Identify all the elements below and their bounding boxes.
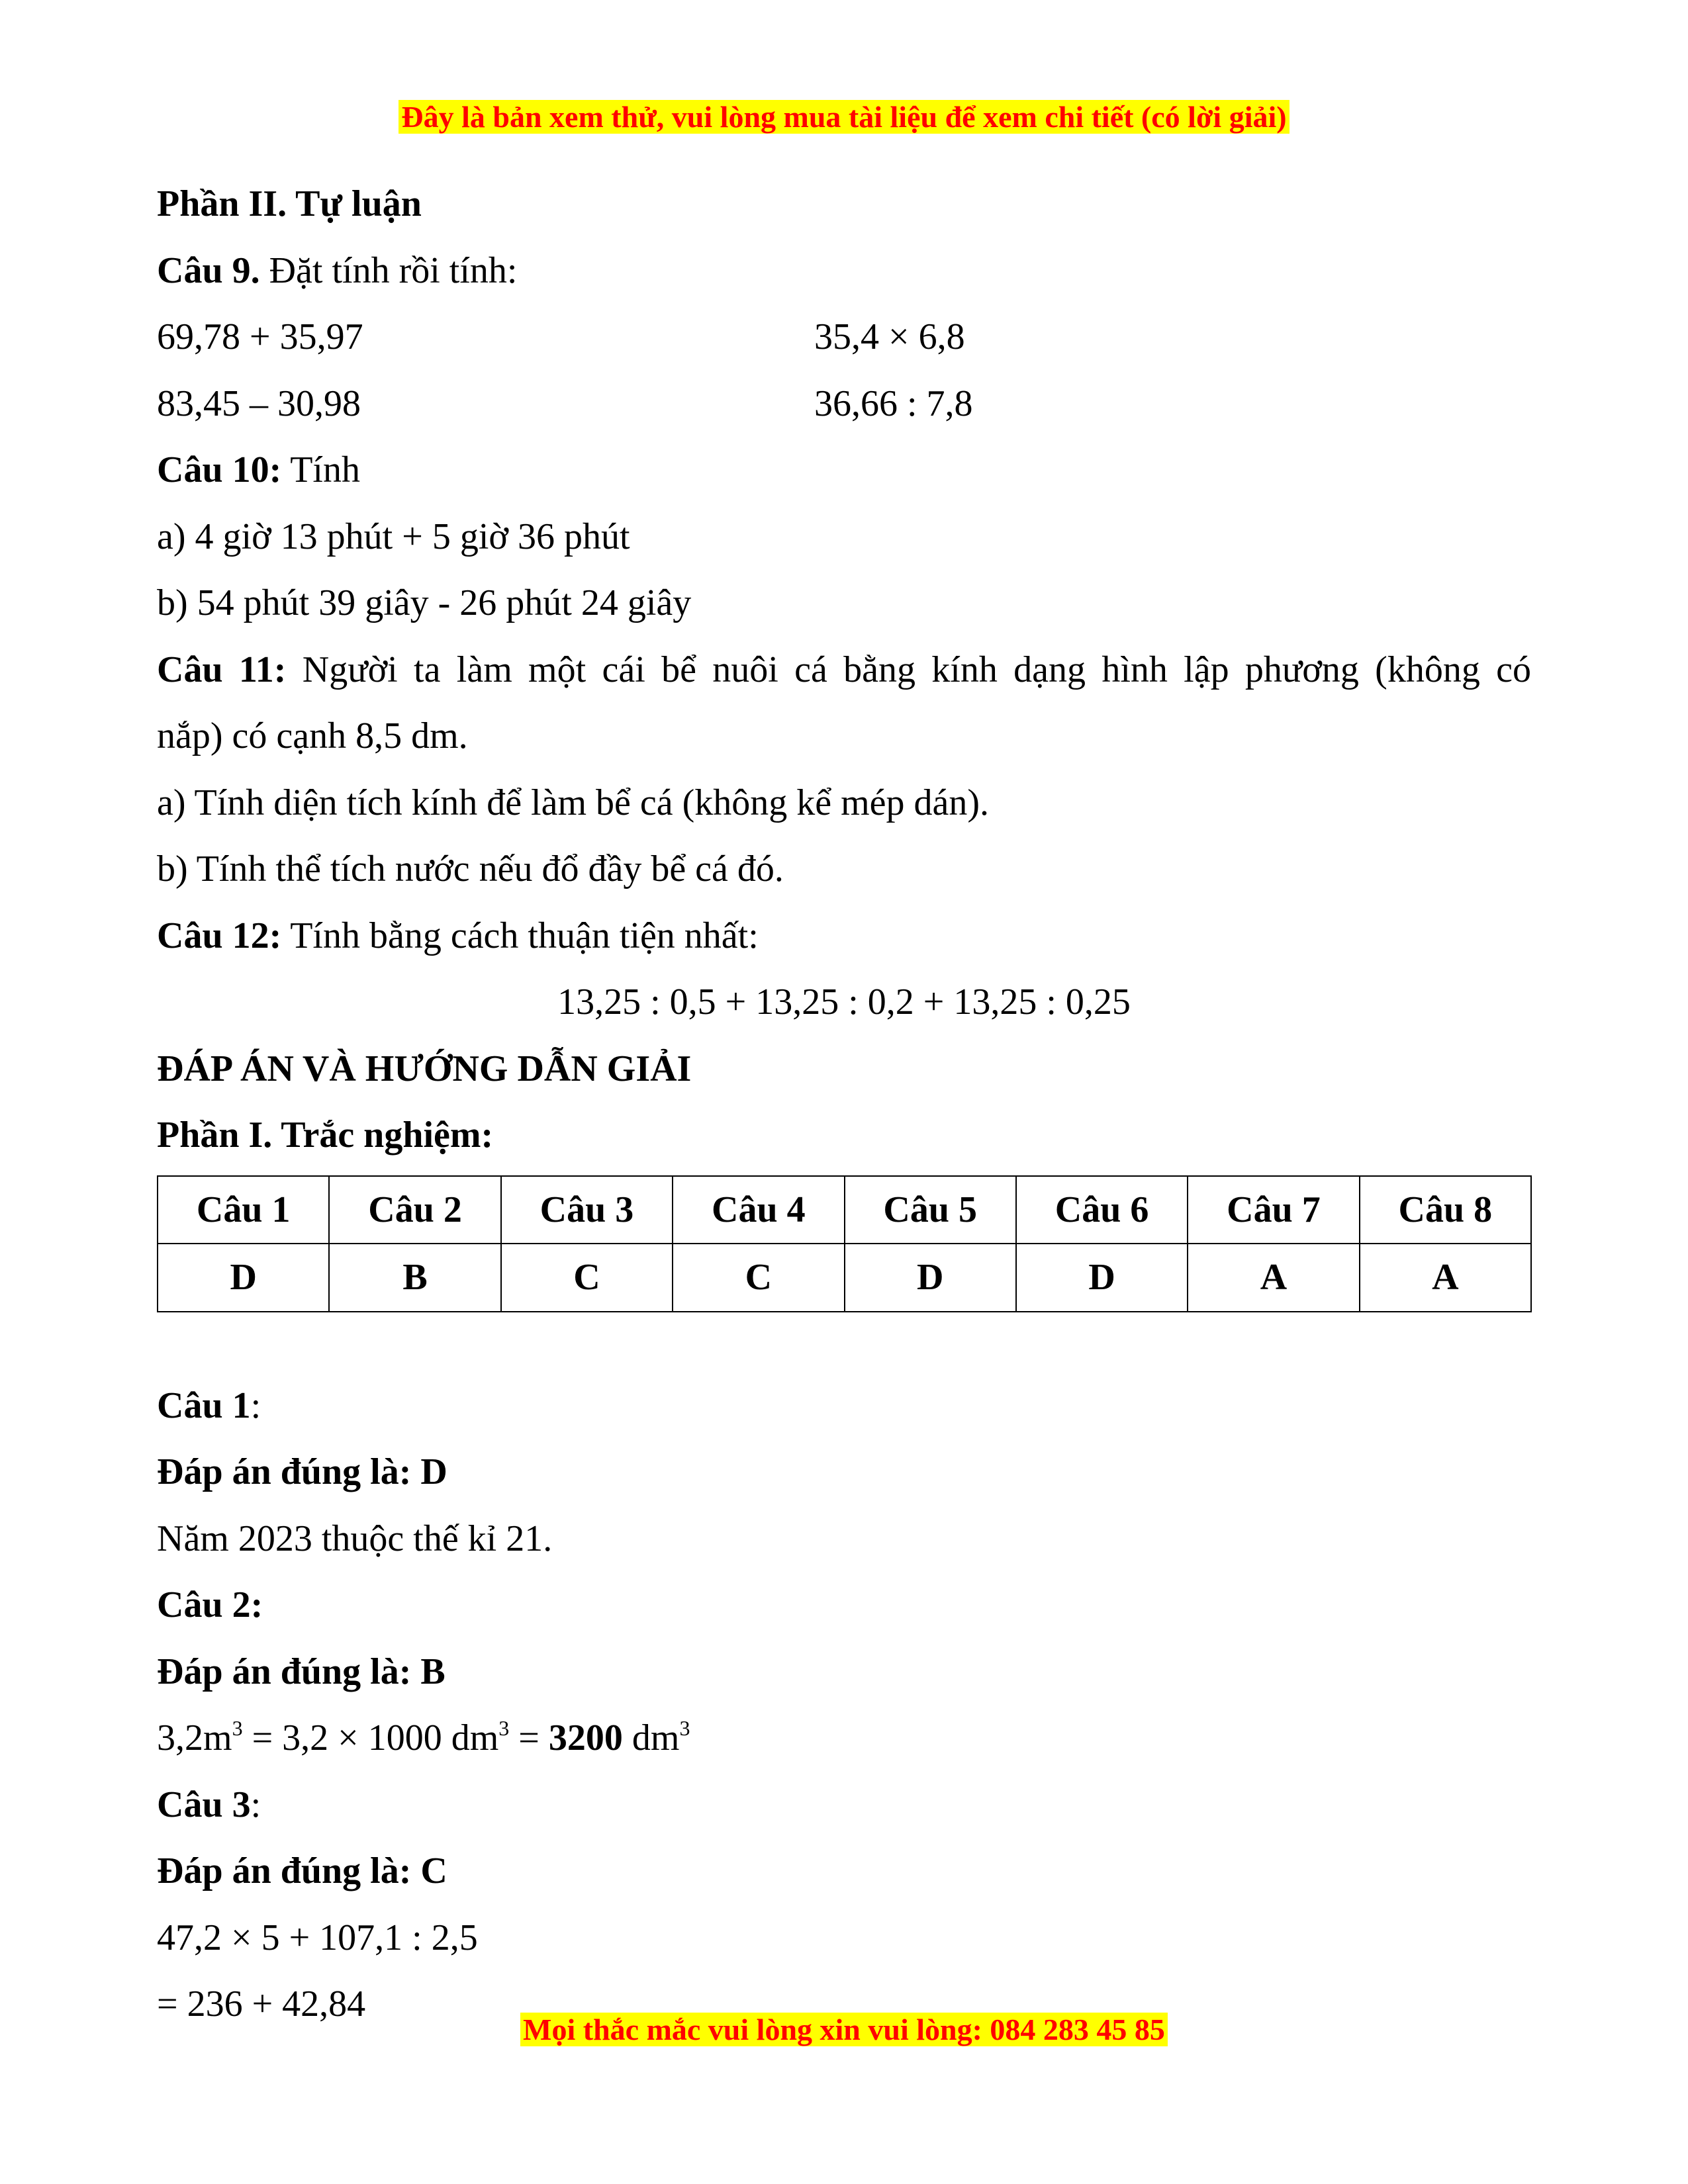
c2-answer: Đáp án đúng là: B <box>157 1651 445 1692</box>
document-content <box>157 171 1531 2038</box>
q11-text: Người ta làm một cái bể nuôi cá bằng kính dạng hình lập phương (không có <box>286 649 1531 690</box>
q11-b: b) Tính thể tích nước nếu đổ đầy bể cá đó. <box>157 848 784 889</box>
c1-answer: Đáp án đúng là: D <box>157 1451 447 1492</box>
q11-label: Câu 11: <box>157 649 287 690</box>
q11-a: a) Tính diện tích kính để làm bể cá (không kể mép dán). <box>157 782 990 823</box>
q10-heading <box>157 437 1531 504</box>
q11-line2: nắp) có cạnh 8,5 dm. <box>157 715 468 756</box>
answer-table-header: Câu 2 <box>329 1176 500 1244</box>
c2-expression <box>157 1705 1531 1772</box>
c2-expr-c: = <box>509 1717 549 1758</box>
c2-expr-d: dm <box>622 1717 680 1758</box>
q12-label: Câu 12: <box>157 915 282 956</box>
answers-title: ĐÁP ÁN VÀ HƯỚNG DẪN GIẢI <box>157 1048 692 1089</box>
q10-b: b) 54 phút 39 giây - 26 phút 24 giây <box>157 582 692 623</box>
answer-table-header: Câu 4 <box>673 1176 844 1244</box>
c2-expr-a: 3,2m <box>157 1717 232 1758</box>
c3-line1: 47,2 × 5 + 107,1 : 2,5 <box>157 1917 478 1958</box>
q12-expression: 13,25 : 0,5 + 13,25 : 0,2 + 13,25 : 0,25 <box>557 981 1131 1023</box>
answer-table-cell: C <box>673 1244 844 1312</box>
c1-colon: : <box>250 1385 261 1426</box>
answer-table-header: Câu 5 <box>845 1176 1016 1244</box>
c3-answer: Đáp án đúng là: C <box>157 1850 447 1891</box>
c3-line2: = 236 + 42,84 <box>157 1983 366 2025</box>
answer-table-cell: A <box>1360 1244 1531 1312</box>
preview-banner <box>0 99 1688 134</box>
part2-title: Phần II. Tự luận <box>157 183 422 224</box>
answer-table-header: Câu 1 <box>158 1176 329 1244</box>
answer-table-header-row <box>158 1176 1531 1244</box>
answer-table-cell: B <box>329 1244 500 1312</box>
contact-banner-text: Mọi thắc mắc vui lòng xin vui lòng: 084 283 45 85 <box>520 2013 1168 2046</box>
c3-label: Câu 3 <box>157 1784 251 1825</box>
q9-label: Câu 9. <box>157 250 260 291</box>
c3-colon: : <box>250 1784 261 1825</box>
q9-expr-4: 36,66 : 7,8 <box>814 383 973 424</box>
q12-text: Tính bằng cách thuận tiện nhất: <box>281 915 759 956</box>
answer-table-cell: D <box>1016 1244 1188 1312</box>
answer-table-cell: A <box>1188 1244 1359 1312</box>
c2-heading: Câu 2: <box>157 1584 263 1625</box>
q9-expr-1: 69,78 + 35,97 <box>157 316 363 357</box>
q9-row1 <box>157 304 1531 371</box>
c3-heading <box>157 1772 1531 1839</box>
q11-line1 <box>157 637 1531 704</box>
q9-text: Đặt tính rồi tính: <box>259 250 518 291</box>
q10-a: a) 4 giờ 13 phút + 5 giờ 36 phút <box>157 516 630 557</box>
q9-expr-2: 35,4 × 6,8 <box>814 316 965 357</box>
contact-banner <box>0 2012 1688 2047</box>
answer-table-header: Câu 3 <box>501 1176 673 1244</box>
q9-heading <box>157 238 1531 304</box>
part1-title: Phần I. Trắc nghiệm: <box>157 1115 494 1156</box>
answer-table-header: Câu 7 <box>1188 1176 1359 1244</box>
answer-table-cell: C <box>501 1244 673 1312</box>
c1-heading <box>157 1373 1531 1439</box>
c2-expr-bold: 3200 <box>548 1717 623 1758</box>
answer-table-header: Câu 8 <box>1360 1176 1531 1244</box>
q9-expr-3: 83,45 – 30,98 <box>157 383 361 424</box>
c2-sup-2: 3 <box>498 1716 510 1740</box>
answer-table-header: Câu 6 <box>1016 1176 1188 1244</box>
q12-heading <box>157 903 1531 970</box>
c1-label: Câu 1 <box>157 1385 251 1426</box>
c1-explain: Năm 2023 thuộc thế kỉ 21. <box>157 1518 553 1559</box>
answer-table-cell: D <box>845 1244 1016 1312</box>
c2-sup-1: 3 <box>232 1716 243 1740</box>
q10-text: Tính <box>281 449 360 490</box>
spacer <box>157 1312 1531 1373</box>
answer-table-value-row <box>158 1244 1531 1312</box>
q10-label: Câu 10: <box>157 449 282 490</box>
answer-table <box>157 1175 1532 1312</box>
c2-sup-3: 3 <box>679 1716 690 1740</box>
c2-expr-b: = 3,2 × 1000 dm <box>242 1717 499 1758</box>
preview-banner-text: Đây là bản xem thử, vui lòng mua tài liệu để xem chi tiết (có lời giải) <box>399 100 1289 134</box>
answer-table-cell: D <box>158 1244 329 1312</box>
q9-row2 <box>157 371 1531 437</box>
